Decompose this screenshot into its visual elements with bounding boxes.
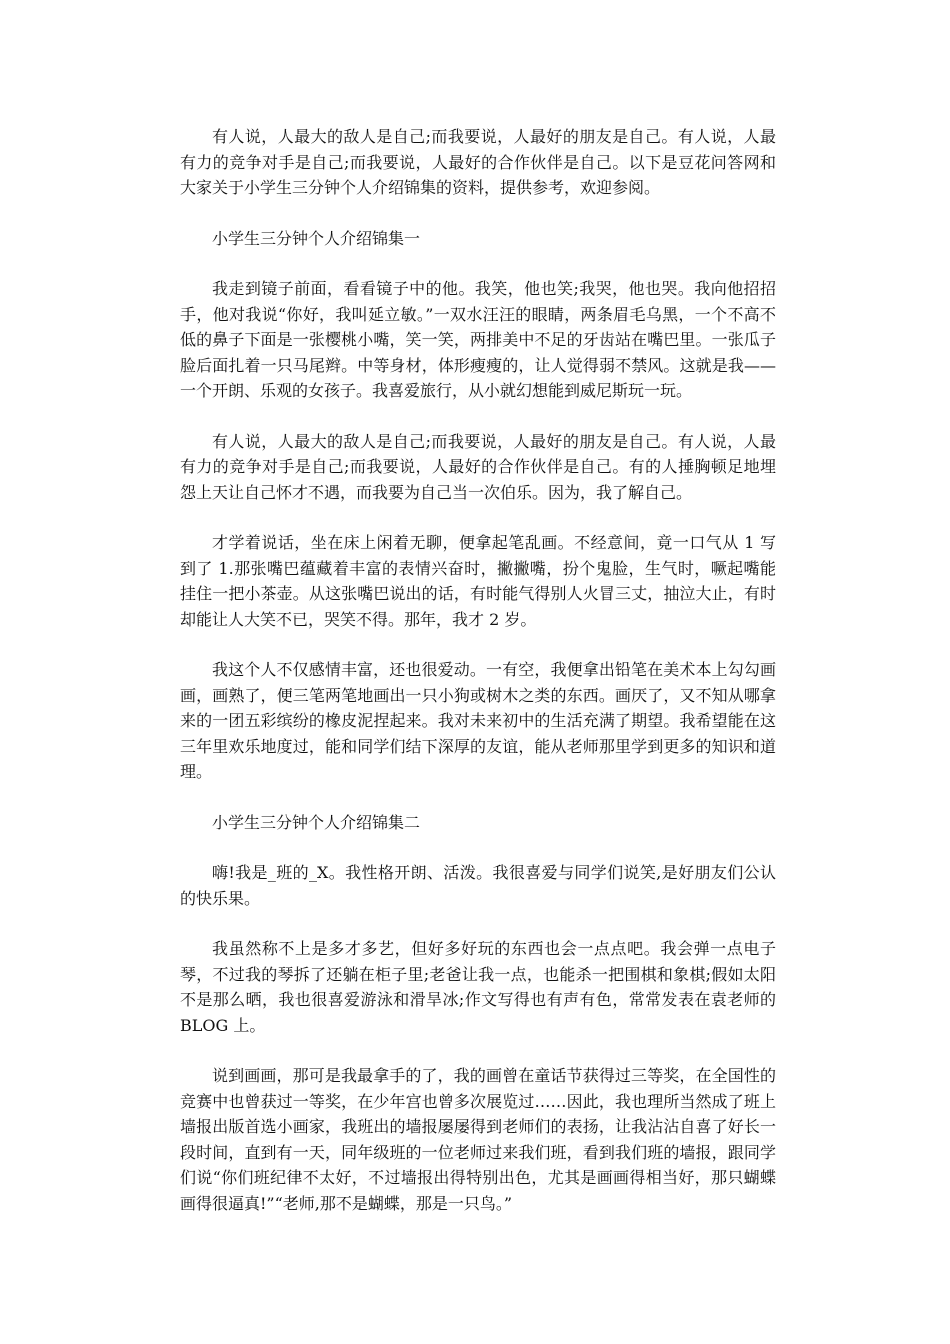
paragraph-3: 才学着说话，坐在床上闲着无聊，便拿起笔乱画。不经意间，竟一口气从 1 写到了 1.那张嘴巴蕴藏着丰富的表情兴奋时，撇撇嘴，扮个鬼脸，生气时，噘起嘴能挂住一把小茶壶。从这张嘴巴说出的话，有时能气得别人火冒三丈，抽泣大止，有时却能让人大笑不已，哭笑不得。那年，我才 2 岁。	[180, 533, 776, 629]
paragraph-1: 我走到镜子前面，看看镜子中的他。我笑，他也笑;我哭，他也哭。我向他招招手，他对我说“你好，我叫延立敏。”一双水汪汪的眼睛，两条眉毛乌黑，一个不高不低的鼻子下面是一张樱桃小嘴，笑一笑，两排美中不足的牙齿站在嘴巴里。一张瓜子脸后面扎着一只马尾辫。中等身材，体形瘦瘦的，让人觉得弱不禁风。这就是我——一个开朗、乐观的女孩子。我喜爱旅行，从小就幻想能到威尼斯玩一玩。	[180, 279, 776, 400]
paragraph-4: 我这个人不仅感情丰富，还也很爱动。一有空，我便拿出铅笔在美术本上勾勾画画，画熟了，便三笔两笔地画出一只小狗或树木之类的东西。画厌了，又不知从哪拿来的一团五彩缤纷的橡皮泥捏起来。我对未来初中的生活充满了期望。我希望能在这三年里欢乐地度过，能和同学们结下深厚的友谊，能从老师那里学到更多的知识和道理。	[180, 660, 776, 781]
intro-paragraph: 有人说，人最大的敌人是自己;而我要说，人最好的朋友是自己。有人说，人最有力的竞争对手是自己;而我要说，人最好的合作伙伴是自己。以下是豆花问答网和大家关于小学生三分钟个人介绍锦集的资料，提供参考，欢迎参阅。	[180, 127, 776, 197]
section-heading-1: 小学生三分钟个人介绍锦集一	[212, 228, 421, 248]
paragraph-5: 嗨!我是_班的_X。我性格开朗、活泼。我很喜爱与同学们说笑,是好朋友们公认的快乐果。	[180, 863, 776, 908]
paragraph-2: 有人说，人最大的敌人是自己;而我要说，人最好的朋友是自己。有人说，人最有力的竞争对手是自己;而我要说，人最好的合作伙伴是自己。有的人捶胸顿足地埋怨上天让自己怀才不遇，而我要为自己当一次伯乐。因为，我了解自己。	[180, 431, 776, 502]
paragraph-6: 我虽然称不上是多才多艺，但好多好玩的东西也会一点点吧。我会弹一点电子琴，不过我的琴拆了还躺在柜子里;老爸让我一点，也能杀一把围棋和象棋;假如太阳不是那么晒，我也很喜爱游泳和滑旱冰;作文写得也有声有色，常常发表在袁老师的 BLOG 上。	[180, 939, 776, 1035]
section-heading-2: 小学生三分钟个人介绍锦集二	[212, 812, 421, 832]
document-body	[180, 124, 776, 1241]
paragraph-7: 说到画画，那可是我最拿手的了，我的画曾在童话节获得过三等奖，在全国性的竞赛中也曾获过一等奖，在少年宫也曾多次展览过……因此，我也理所当然成了班上墙报出版首选小画家，我班出的墙报屡屡得到老师们的表扬，让我沾沾自喜了好长一段时间，直到有一天，同年级班的一位老师过来我们班，看到我们班的墙报，跟同学们说“你们班纪律不太好，不过墙报出得特别出色，尤其是画画得相当好，那只蝴蝶画得很逼真!”“老师,那不是蝴蝶，那是一只鸟。”	[180, 1066, 776, 1213]
